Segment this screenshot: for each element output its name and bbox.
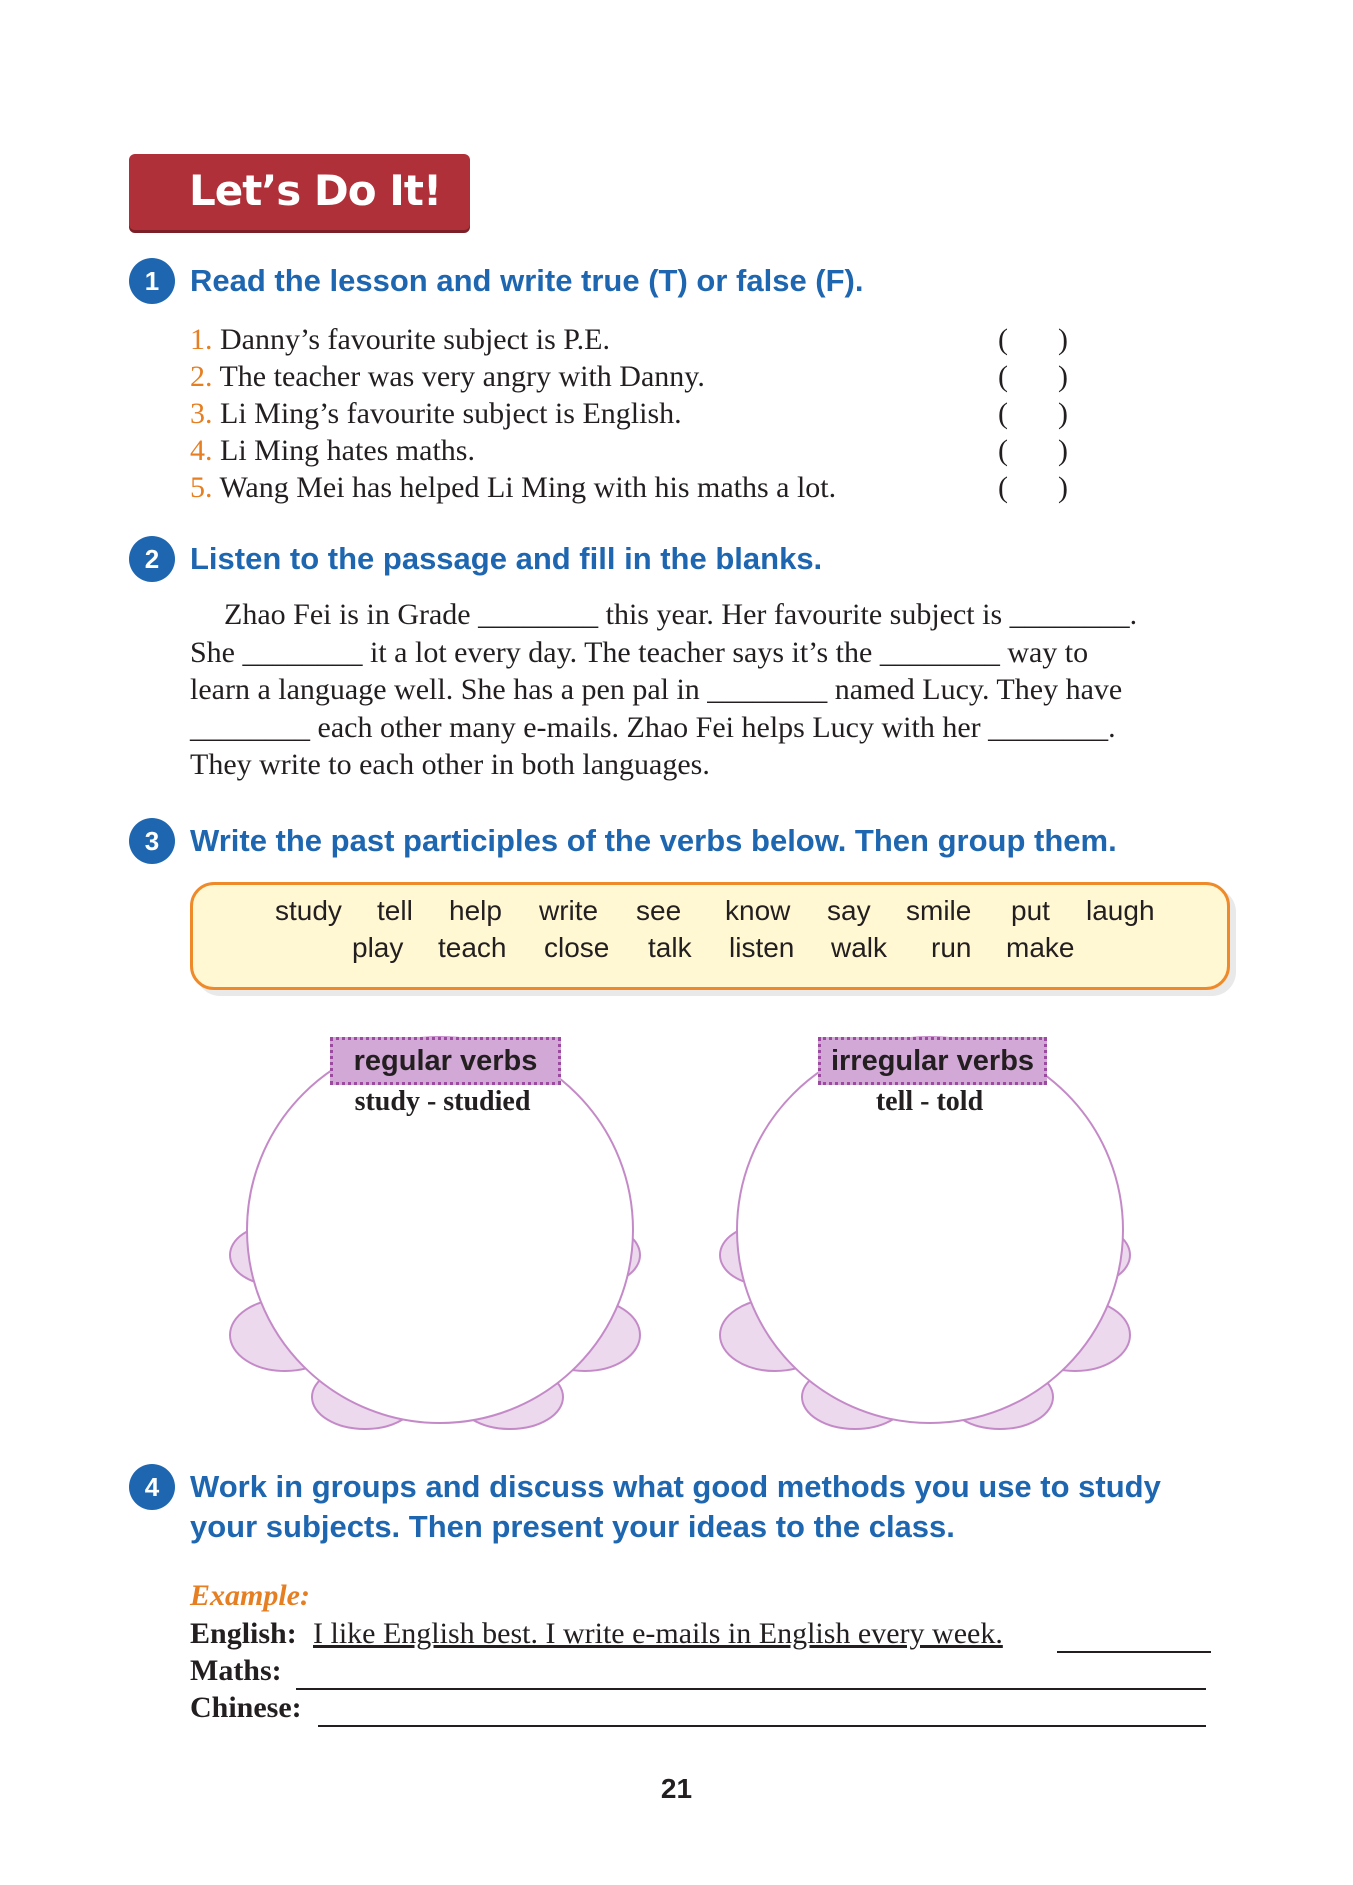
verb-word: make [1006,932,1075,963]
passage-line: learn a language well. She has a pen pal in ________ named Lucy. They have [190,673,1123,706]
answer-paren-close: ) [1058,360,1068,393]
verb-word: know [725,895,791,926]
verb-word: write [539,895,599,926]
tf-item: 3. Li Ming’s favourite subject is English. ( ) [190,397,1068,430]
tf-item: 4. Li Ming hates maths. ( ) [190,434,1068,467]
verb-word: tell [377,895,413,926]
section-4-heading-line2: your subjects. Then present your ideas to the class. [190,1509,955,1544]
answer-paren-close: ) [1058,434,1068,467]
answer-paren-open[interactable]: ( [998,323,1008,356]
maths-answer-line[interactable] [296,1688,1206,1690]
tf-item: 1. Danny’s favourite subject is P.E. ( ) [190,323,1068,356]
page-number: 21 [660,1773,693,1804]
tf-item: 5. Wang Mei has helped Li Ming with his maths a lot. ( ) [190,471,1068,504]
verb-word: walk [831,932,888,963]
section-4-heading-line1: Work in groups and discuss what good methods you use to study [190,1469,1161,1504]
answer-paren-open[interactable]: ( [998,397,1008,430]
verb-word: close [544,932,610,963]
passage-line: ________ each other many e-mails. Zhao Fei helps Lucy with her ________. [190,710,1116,744]
verb-word: teach [438,932,507,963]
tf-item: 2. The teacher was very angry with Danny. ( ) [190,360,1068,393]
example-label: Example: [190,1579,310,1612]
verb-word: run [931,932,972,963]
maths-label: Maths: [190,1654,282,1687]
english-label: English: [190,1617,297,1650]
verb-word: listen [729,932,795,963]
answer-paren-open[interactable]: ( [998,360,1008,393]
section-1-number: 1 [129,258,175,304]
verb-word: see [636,895,682,926]
verb-word: talk [648,932,692,963]
passage-line: They write to each other in both languages. [190,748,710,781]
verb-word: smile [906,895,972,926]
verb-word: put [1011,895,1050,926]
answer-paren-open[interactable]: ( [998,471,1008,504]
banner-title: Let’s Do It! [189,166,442,215]
verb-word: laugh [1086,895,1155,926]
passage-line: She ________ it a lot every day. The teacher says it’s the ________ way to [190,635,1089,669]
regular-verbs-example: study - studied [354,1086,531,1117]
section-2-number: 2 [129,536,175,582]
english-answer-line-tail [1057,1651,1211,1653]
irregular-verbs-label: irregular verbs [818,1037,1047,1085]
verb-word: play [352,932,404,963]
answer-paren-open[interactable]: ( [998,434,1008,467]
section-2-heading: Listen to the passage and fill in the blanks. [190,541,823,576]
regular-verbs-label: regular verbs [330,1037,561,1085]
chinese-label: Chinese: [190,1691,302,1724]
verb-word: study [275,895,342,926]
answer-paren-close: ) [1058,323,1068,356]
section-1-heading: Read the lesson and write true (T) or false (F). [190,263,864,298]
passage-line: Zhao Fei is in Grade ________ this year. Her favourite subject is ________. [224,598,1138,631]
irregular-verbs-example: tell - told [875,1086,984,1117]
verb-word: say [827,895,871,926]
section-3-number: 3 [129,818,175,864]
english-answer: I like English best. I write e-mails in English every week. [313,1617,1003,1650]
section-3-heading: Write the past participles of the verbs below. Then group them. [190,823,1117,858]
chinese-answer-line[interactable] [318,1725,1206,1727]
answer-paren-close: ) [1058,397,1068,430]
section-4-number: 4 [129,1464,175,1510]
verb-word: help [449,895,502,926]
answer-paren-close: ) [1058,471,1068,504]
